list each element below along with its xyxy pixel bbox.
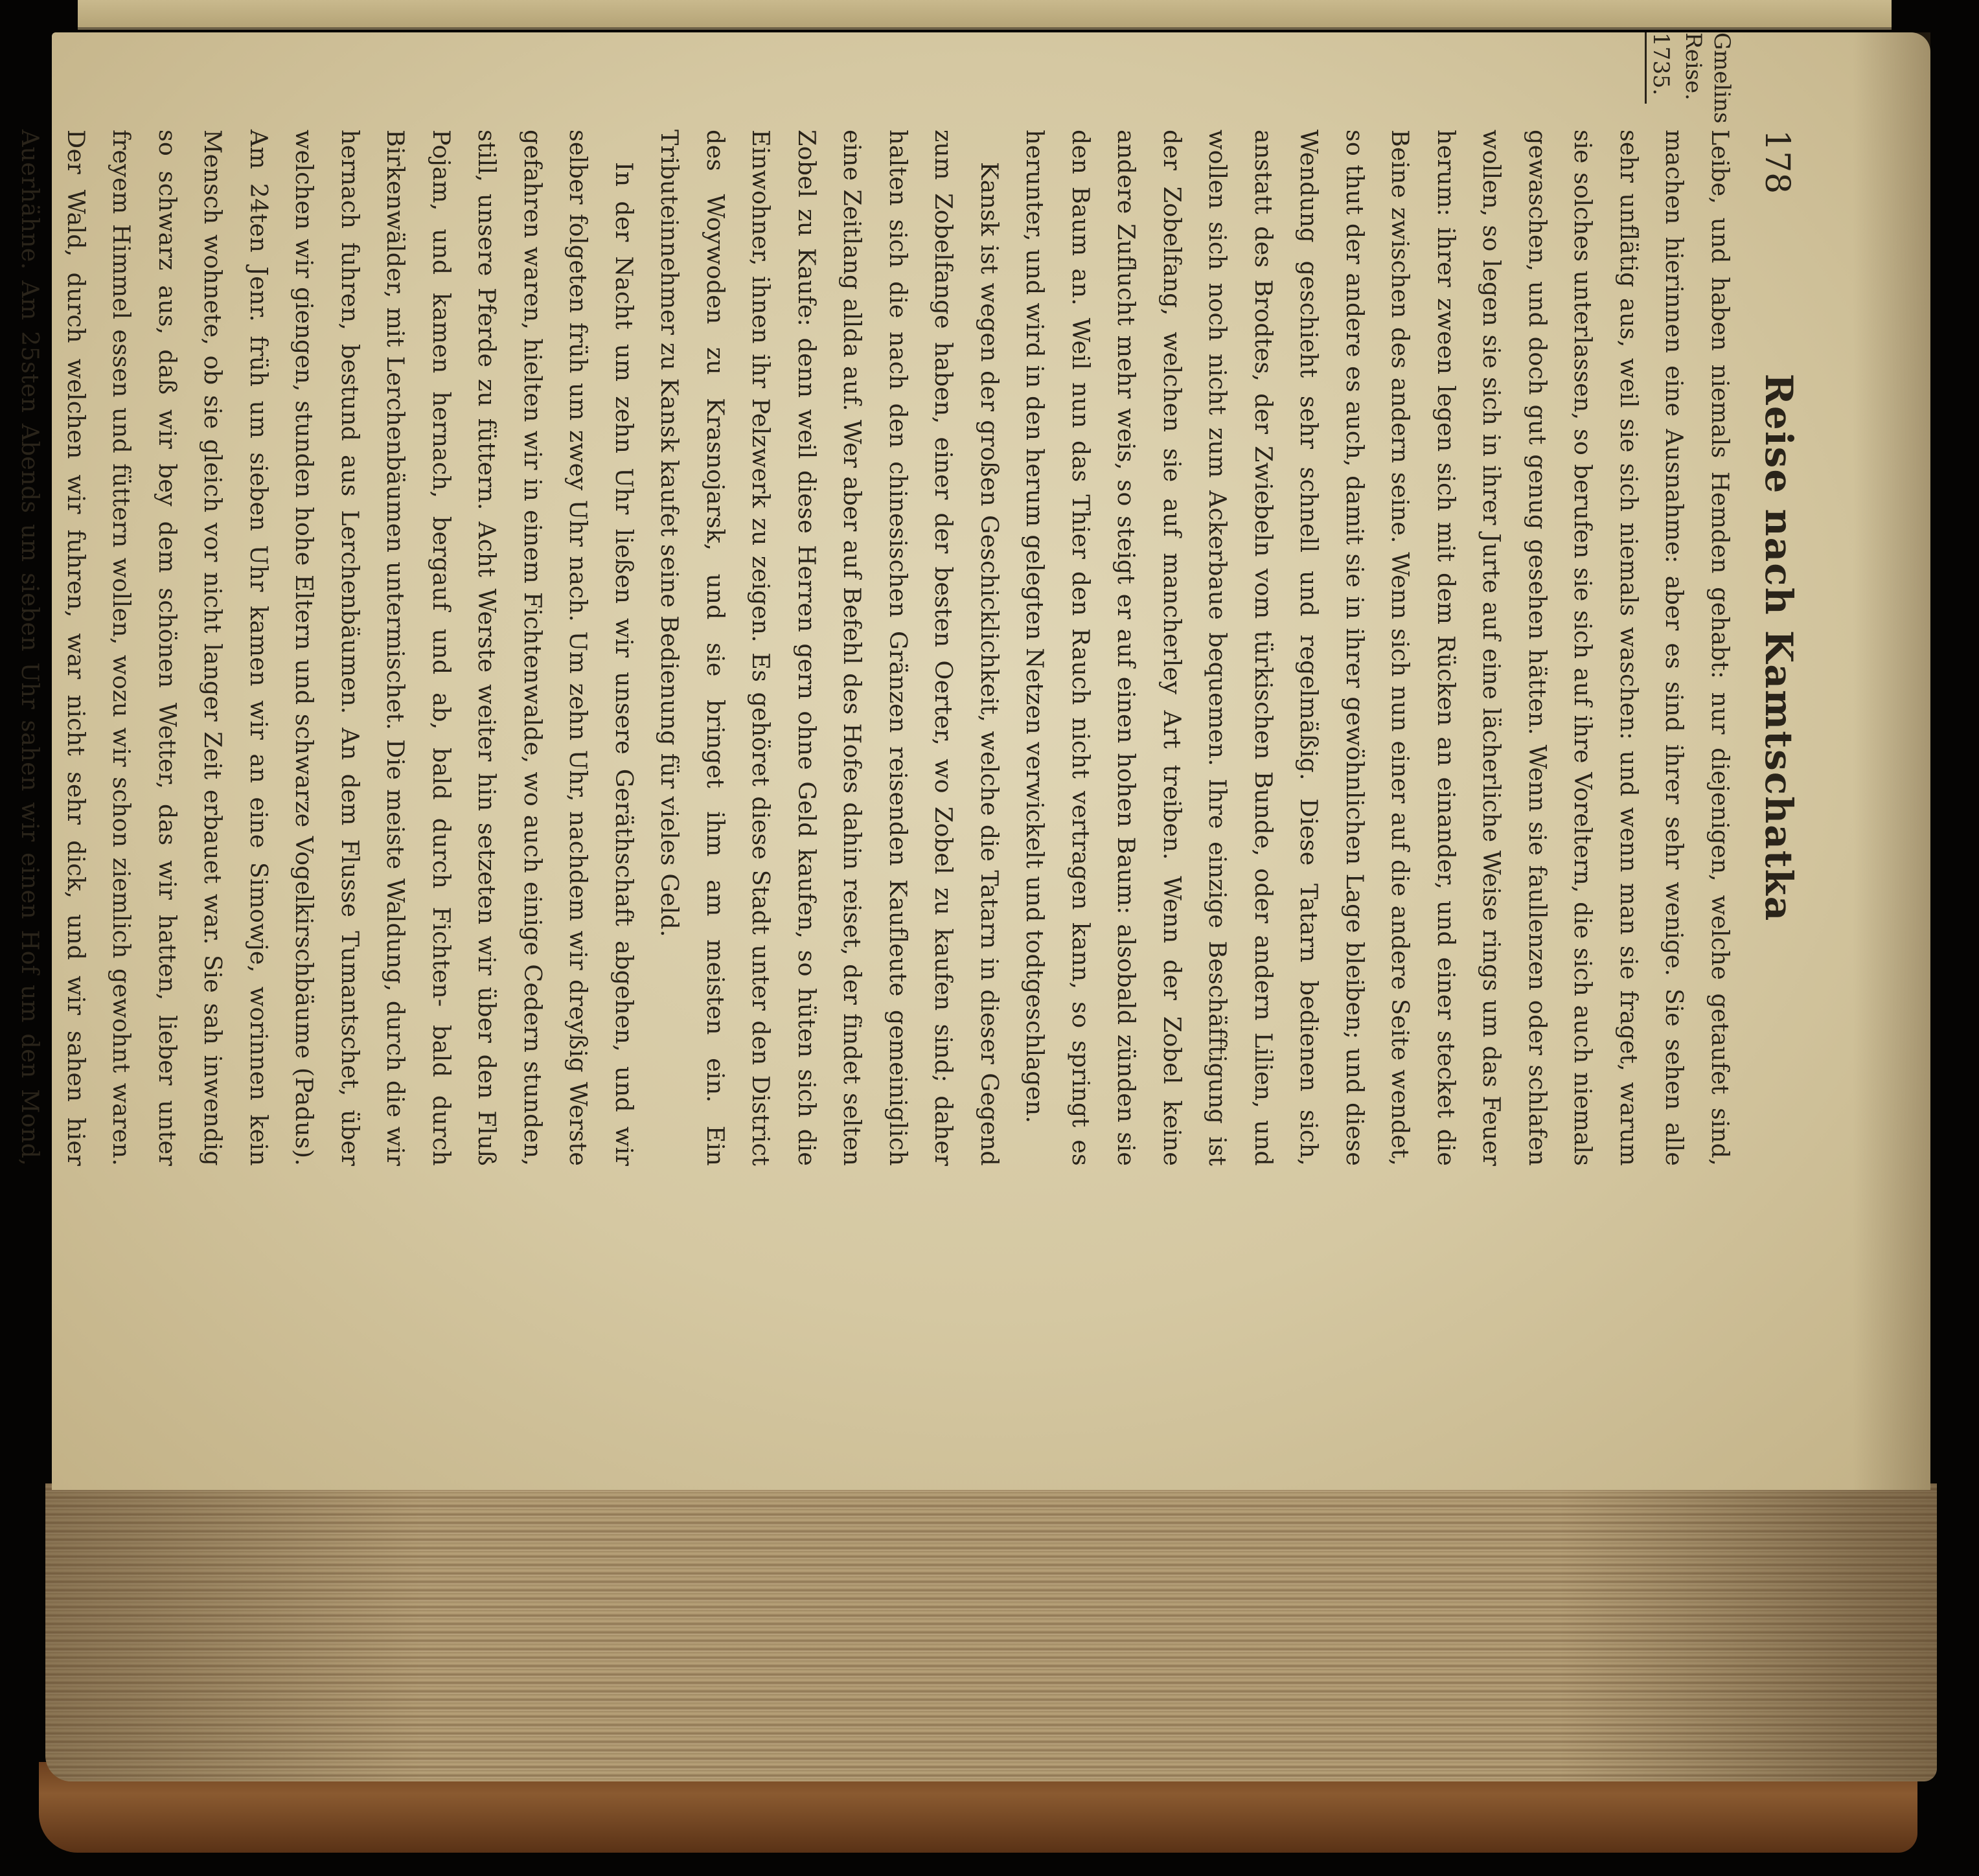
marginal-author: Gmelins Reise.: [1680, 32, 1735, 124]
marginal-note: [1645, 32, 1736, 123]
body-text: [0, 130, 1743, 1166]
book-page: [16, 32, 1930, 1490]
running-title: Reise nach Kamtschatka: [1757, 373, 1801, 922]
page-number: 178: [1757, 130, 1796, 194]
rotated-text-block: [16, 32, 1801, 1166]
paragraph: Kansk ist wegen der großen Geschicklichkeit, welche die Tatarn in dieser Gegend zum Zobelfange haben, einer der besten Oerter, wo Zobel zu kaufen sind; daher halten sich die nach den chinesischen Gränzen reisenden Kaufleute gemeiniglich eine Zeitlang allda auf. Wer aber auf Befehl des Hofes dahin reiset, der findet selten Zobel zu Kaufe: denn weil diese Herren gern ohne Geld kaufen, so hüten sich die Einwohner, ihnen ihr Pelzwerk zu zeigen. Es gehöret diese Stadt unter den District des Woywoden zu Krasnojarsk, und sie bringet ihm am meisten ein. Ein Tributeinnehmer zu Kansk kaufet seine Bedienung für vieles Geld.: [656, 130, 1003, 1166]
page-header: [1743, 130, 1801, 1166]
paragraph: In der Nacht um zehn Uhr ließen wir unsere Geräthschaft abgehen, und wir selber folgeten früh um zwey Uhr nach. Um zehn Uhr, nachdem wir dreyßig Werste gefahren waren, hielten wir in einem Fichtenwalde, wo auch einige Cedern stunden, still, unsere Pferde zu füttern. Acht Werste weiter hin setzeten wir über den Fluß Pojam, und kamen hernach, bergauf und ab, bald durch Fichten- bald durch Birkenwälder, mit Lerchenbäumen untermischet. Die meiste Waldung, durch die wir hernach fuhren, bestund aus Lerchenbäumen. An dem Flusse Tumantschet, über welchen wir giengen, stunden hohe Eltern und schwarze Vogelkirschbäume (Padus). Am 24ten Jenr. früh um sieben Uhr kamen wir an eine Simowje, worinnen kein Mensch wohnete, ob sie gleich vor nicht langer Zeit erbauet war. Sie sah inwendig so schwarz aus, daß wir bey dem schönen Wetter, das wir hatten, lieber unter freyem Himmel essen und füttern wollen, wozu wir schon ziemlich gewohnt waren. Der Wald, durch welchen wir fuhren, war nicht sehr dick, und wir sahen hier Auerhähne. Am 25sten Abends um sieben Uhr sahen wir einen Hof um den Mond,: [16, 130, 638, 1166]
paragraph: Leibe, und haben niemals Hemden gehabt: nur diejenigen, welche getaufet sind, machen hierinnen eine Ausnahme: aber es sind ihrer sehr wenige. Sie sehen alle sehr unflätig aus, weil sie sich niemals waschen: und wenn man sie fraget, warum sie solches unterlassen, so berufen sie sich auf ihre Voreltern, die sich auch niemals gewaschen, und doch gut genug gesehen hätten. Wenn sie faullenzen oder schlafen wollen, so legen sie sich in ihrer Jurte auf eine lächerliche Weise rings um das Feuer herum: ihrer zween legen sich mit dem Rücken an einander, und einer stecket die Beine zwischen des andern seine. Wenn sich nun einer auf die andere Seite wendet, so thut der andere es auch, damit sie in ihrer gewöhnlichen Lage bleiben; und diese Wendung geschieht sehr schnell und regelmäßig. Diese Tatarn bedienen sich, anstatt des Brodtes, der Zwiebeln vom türkischen Bunde, oder andern Lilien, und wollen sich noch nicht zum Ackerbaue bequemen. Ihre einzige Beschäfftigung ist der Zobelfang, welchen sie auf mancherley Art treiben. Wenn der Zobel keine andere Zuflucht mehr weis, so steigt er auf einen hohen Baum: alsobald zünden sie den Baum an. Weil nun das Thier den Rauch nicht vertragen kann, so springt es herunter, und wird in den herum gelegten Netzen verwickelt und todtgeschlagen.: [1021, 130, 1734, 1166]
previous-page-edge: [78, 0, 1892, 30]
page-edges: [45, 1483, 1937, 1781]
marginal-year: 1735.: [1645, 32, 1675, 104]
